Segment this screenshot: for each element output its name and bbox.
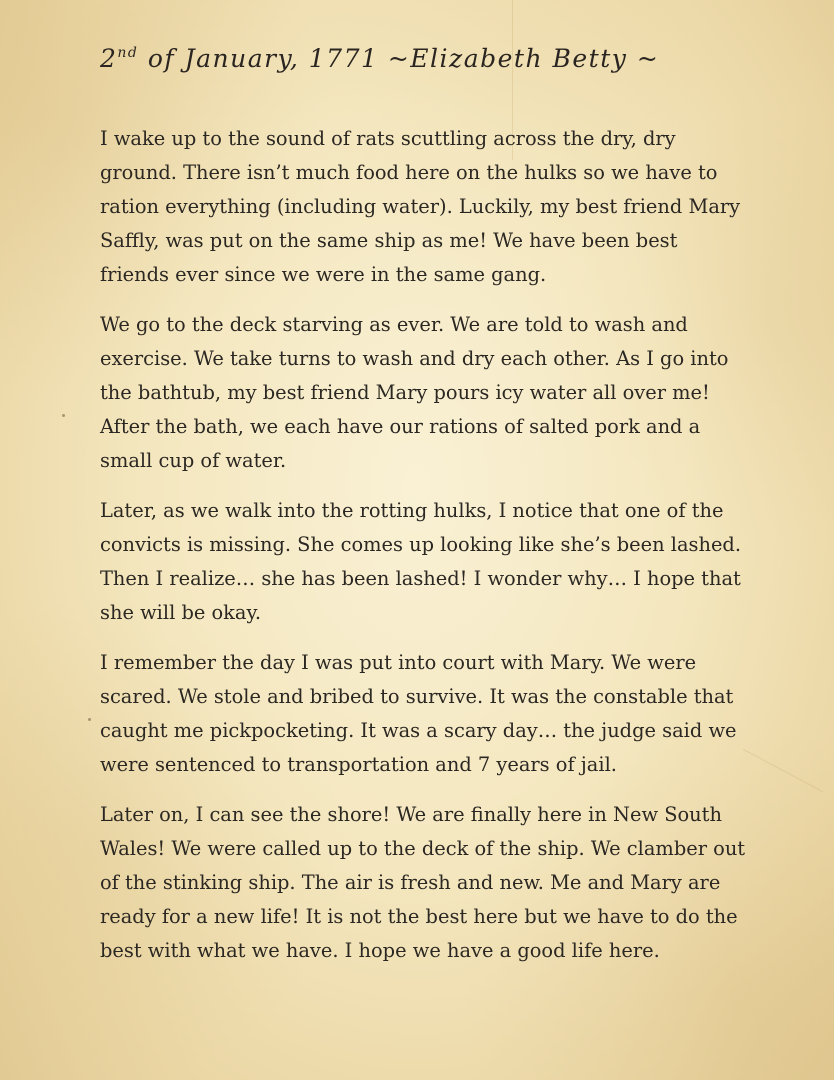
heading-date-day: 2 <box>100 44 118 73</box>
heading-date-rest: of January, 1771 ~Elizabeth Betty ~ <box>138 44 660 73</box>
heading-date-suffix: nd <box>117 45 139 61</box>
paper-speck <box>62 414 65 417</box>
paragraph-5: Later on, I can see the shore! We are finally here in New South Wales! We were called up to the deck of the ship. We clamber out of the stinking ship. The air is fresh and new. Me and Mary are ready for a new life! It is not the best here but we have to do the best with what we have. I hope we have a good life here. <box>100 803 746 962</box>
diary-heading <box>100 44 659 73</box>
paragraph-4: I remember the day I was put into court with Mary. We were scared. We stole and bribed to survive. It was the constable that caught me pickpocketing. It was a scary day… the judge said we were sentenced to transportation and 7 years of jail. <box>100 651 737 776</box>
diary-body <box>100 122 750 984</box>
paragraph-1: I wake up to the sound of rats scuttling across the dry, dry ground. There isn’t much food here on the hulks so we have to ration everything (including water). Luckily, my best friend Mary Saffly, was put on the same ship as me! We have been best friends ever since we were in the same gang. <box>100 127 741 286</box>
paper-speck <box>88 718 91 721</box>
paragraph-2: We go to the deck starving as ever. We are told to wash and exercise. We take turns to wash and dry each other. As I go into the bathtub, my best friend Mary pours icy water all over me! After the bath, we each have our rations of salted pork and a small cup of water. <box>100 313 729 472</box>
paragraph-3: Later, as we walk into the rotting hulks, I notice that one of the convicts is missing. She comes up looking like she’s been lashed. Then I realize… she has been lashed! I wonder why… I hope that she will be okay. <box>100 499 741 624</box>
